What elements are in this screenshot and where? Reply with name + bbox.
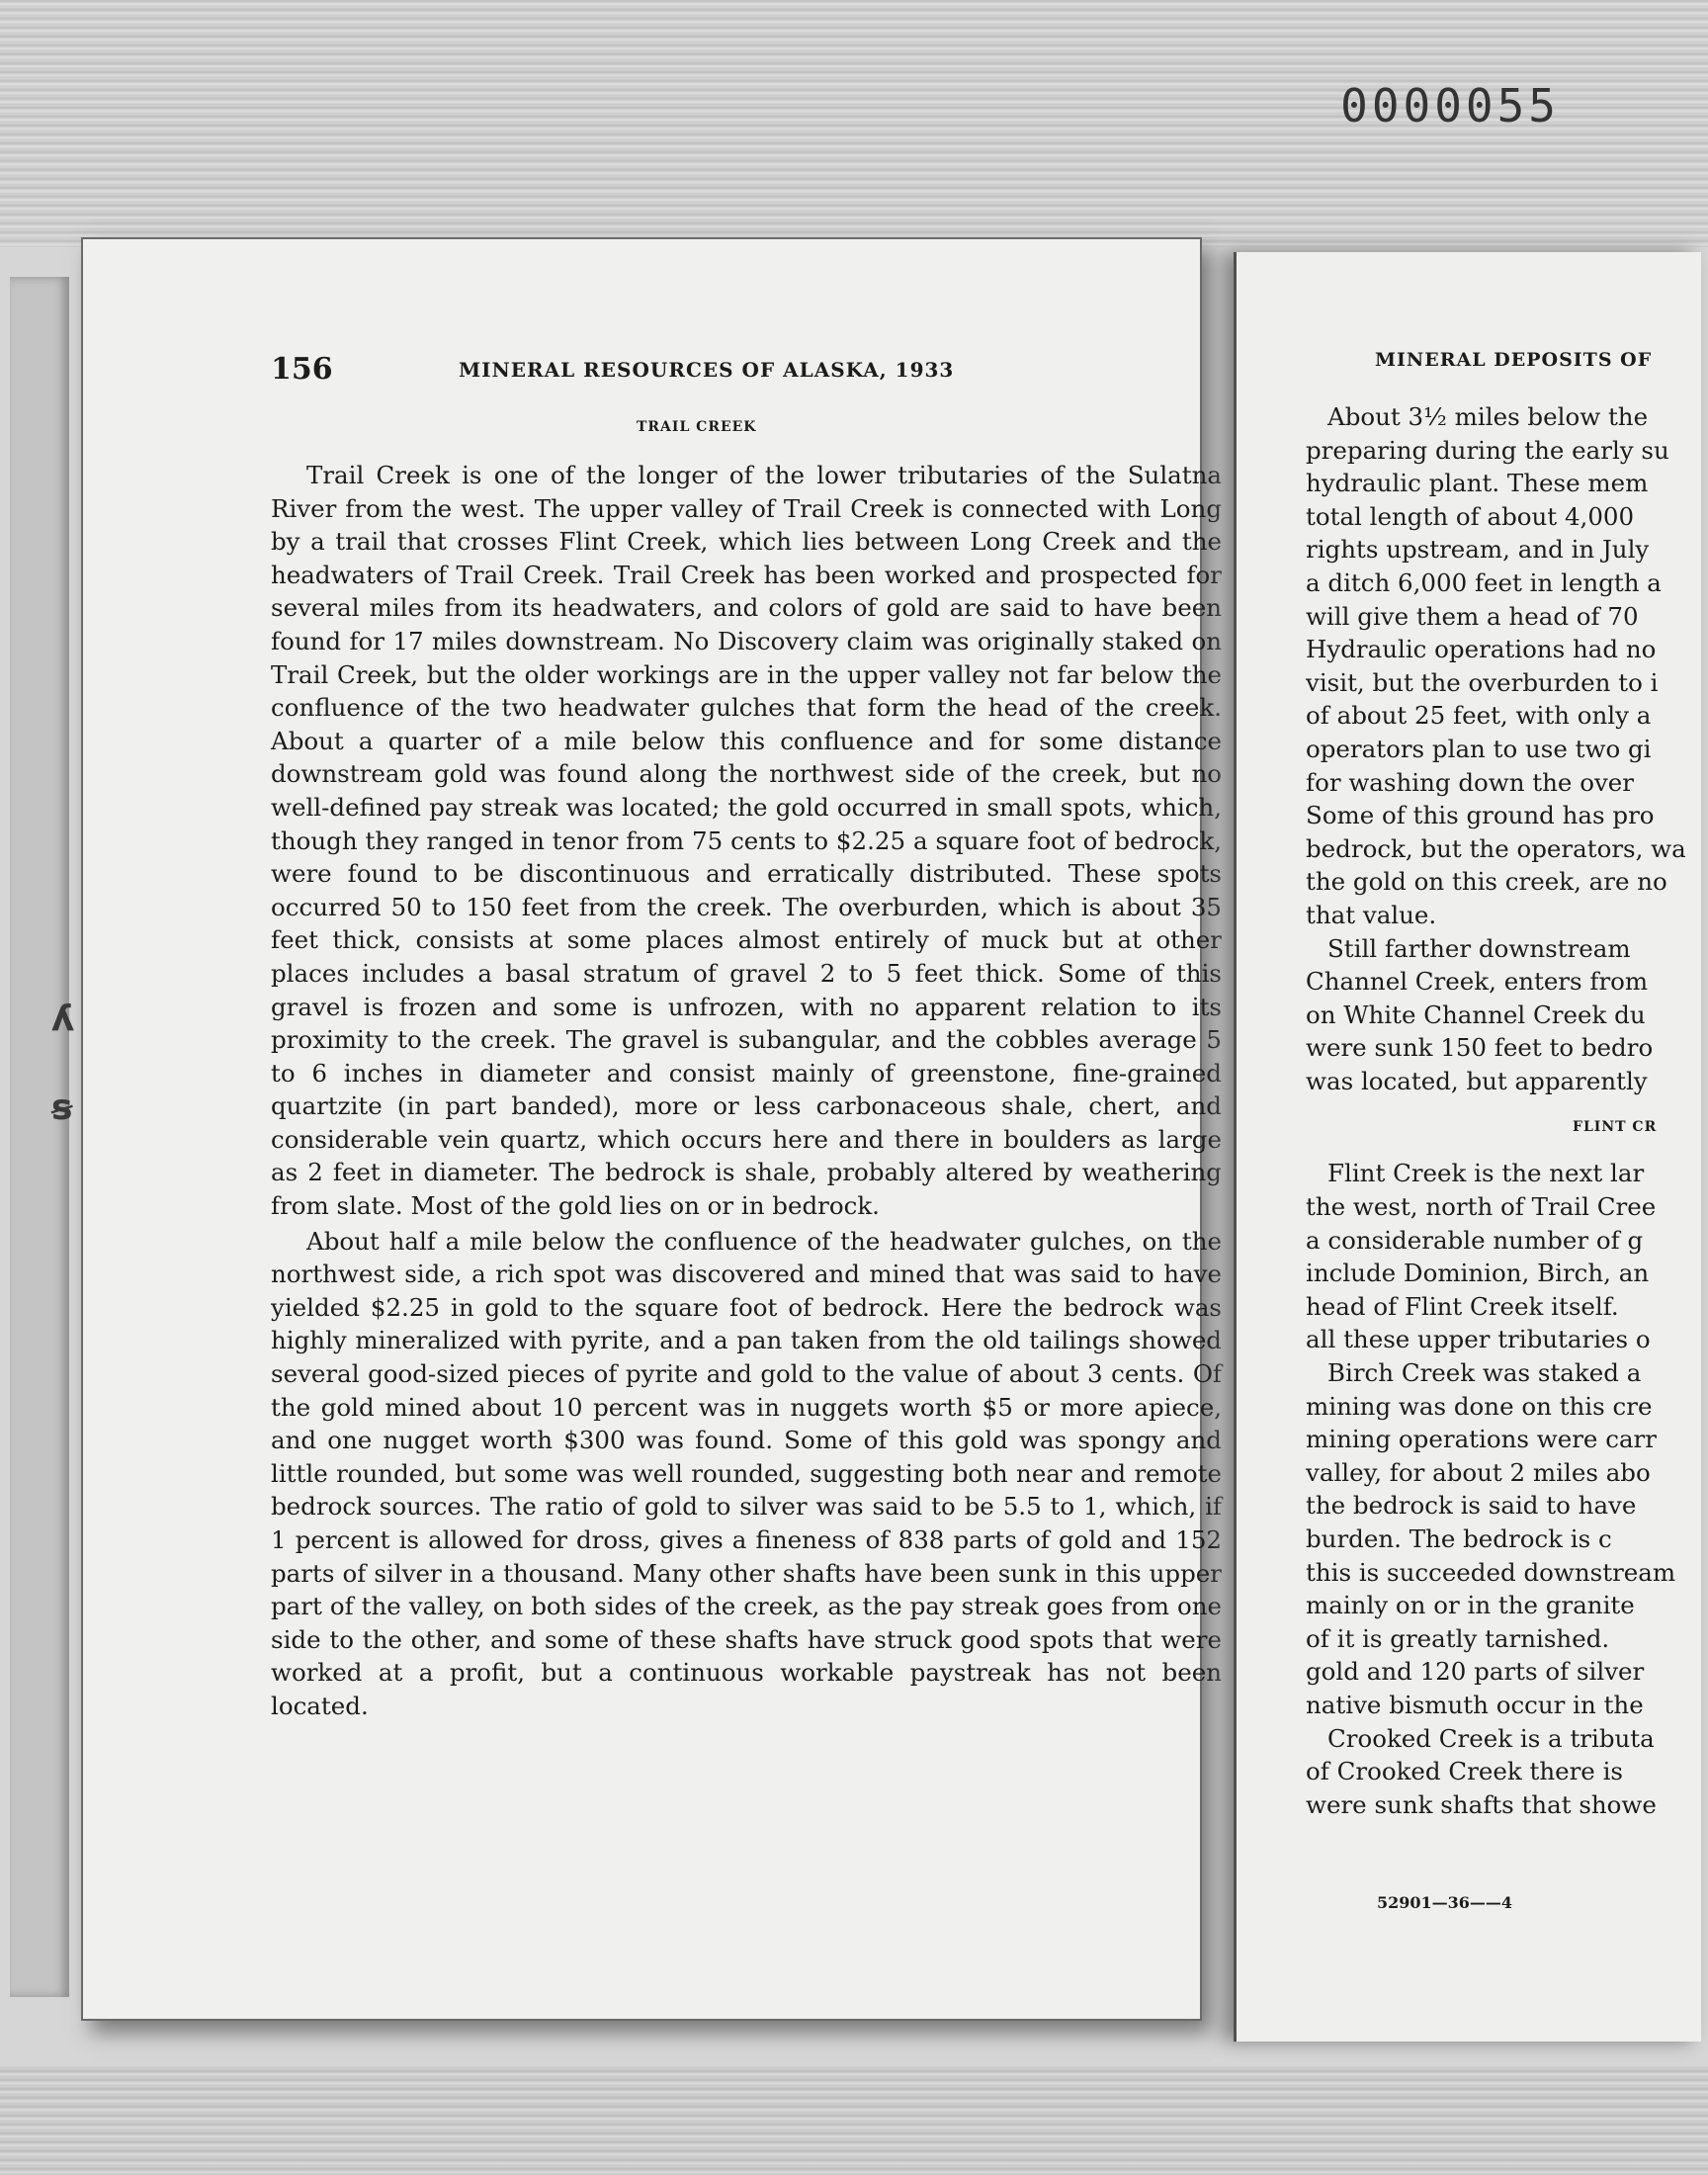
text-line: was located, but apparently [1306,1066,1648,1095]
text-line: preparing during the early su [1306,435,1669,465]
text-line: will give them a head of 70 [1306,601,1639,631]
right-running-head: MINERAL DEPOSITS OF [1375,349,1653,371]
text-line: hydraulic plant. These mem [1306,469,1649,498]
text-line: Hydraulic operations had no [1306,635,1657,664]
text-line: valley, for about 2 miles abo [1306,1457,1651,1487]
text-line: Birch Creek was staked a [1327,1358,1642,1388]
text-line: gold and 120 parts of silver [1306,1657,1645,1687]
left-page [81,237,1222,2021]
margin-mark: ꞩ [51,1088,73,1128]
text-line: all these upper tributaries o [1306,1325,1651,1354]
paragraph: About half a mile below the confluence of the headwater gulches, on the northwest side, a rich spot was discovered and mined that was said to have yielded $2.25 in gold to the square foot of bedrock. Here the bedrock was highly mineralized with pyrite, and a pan taken from the old tailings showed several good-sized pieces of pyrite and gold to the value of about 3 cents. Of the gold mined about 10 percent was in nuggets worth $5 or more apiece, and one nugget worth $300 was found. Some of this gold was spongy and little rounded, but some was well rounded, suggesting both near and remote bedrock sources. The ratio of gold to silver was said to be 5.5 to 1, which, if 1 percent is allowed for dross, gives a fineness of 838 parts of gold and 152 parts of silver in a thousand. Many other shafts have been sunk in this upper part of the valley, on both sides of the creek, as the pay streak goes from one side to the other, and some of these shafts have struck good spots that were worked at a profit, but a continuous workable paystreak has not been located. [271,1226,1222,1720]
text-line: Some of this ground has pro [1306,801,1655,830]
text-line: Crooked Creek is a tributa [1327,1723,1655,1753]
right-page [1234,252,1701,2042]
text-line: bedrock, but the operators, wa [1306,833,1686,863]
text-line: Channel Creek, enters from [1306,967,1649,997]
text-line: of about 25 feet, with only a [1306,701,1652,731]
text-line: on White Channel Creek du [1306,1000,1646,1029]
text-line: include Dominion, Birch, an [1306,1259,1650,1288]
document-number: 0000055 [1340,79,1560,132]
text-line: the west, north of Trail Cree [1306,1192,1657,1222]
running-head: MINERAL RESOURCES OF ALASKA, 1933 [459,358,955,382]
text-line: Still farther downstream [1327,933,1631,963]
text-line: that value. [1306,900,1437,929]
page-number: 156 [271,352,333,387]
text-line: rights upstream, and in July [1306,535,1650,565]
text-line: burden. The bedrock is c [1306,1524,1612,1553]
right-text-block-1 [1306,400,1701,1097]
text-line: Flint Creek is the next lar [1327,1159,1645,1188]
scan-background-bottom [0,2066,1708,2175]
text-line: About 3½ miles below the [1327,402,1649,431]
text-line: a ditch 6,000 feet in length a [1306,567,1662,597]
text-line: a considerable number of g [1306,1225,1644,1255]
text-line: mining was done on this cre [1306,1391,1653,1421]
margin-mark: ʎ [51,999,75,1039]
text-line: this is succeeded downstream [1306,1557,1676,1587]
text-line: of it is greatly tarnished. [1306,1623,1610,1653]
text-line: visit, but the overburden to i [1306,667,1659,697]
section-heading: TRAIL CREEK [637,419,757,435]
right-section-heading: FLINT CR [1573,1119,1658,1136]
text-line: head of Flint Creek itself. [1306,1291,1619,1321]
body-text [271,459,1222,1725]
binding-edge [10,277,69,1997]
text-line: mining operations were carr [1306,1425,1657,1454]
text-line: operators plan to use two gi [1306,734,1652,763]
text-line: were sunk 150 feet to bedro [1306,1033,1654,1063]
paragraph: Trail Creek is one of the longer of the lower tributaries of the Sulatna River from the west. The upper valley of Trail Creek is connected with Long by a trail that crosses Flint Creek, which lies between Long Creek and the headwaters of Trail Creek. Trail Creek has been worked and prospected for several miles from its headwaters, and colors of gold are said to have been found for 17 miles downstream. No Discovery claim was originally staked on Trail Creek, but the older workings are in the upper valley not far below the confluence of the two headwater gulches that form the head of the creek. About a quarter of a mile below this confluence and for some distance downstream gold was found along the northwest side of the creek, but no well-defined pay streak was located; the gold occurred in small spots, which, though they ranged in tenor from 75 cents to $2.25 a square foot of bedrock, were found to be discontinuous and erratically distributed. These spots occurred 50 to 150 feet from the creek. The overburden, which is about 35 feet thick, consists at some places almost entirely of muck but at other places includes a basal stratum of gravel 2 to 5 feet thick. Some of this gravel is frozen and some is unfrozen, with no apparent relation to its proximity to the creek. The gravel is subangular, and the cobbles average 5 to 6 inches in diameter and consist mainly of greenstone, fine-grained quartzite (in part banded), more or less carbonaceous shale, chert, and considerable vein quartz, which occurs here and there in boulders as large as 2 feet in diameter. The bedrock is shale, probably altered by weathering from slate. Most of the gold lies on or in bedrock. [271,461,1222,1221]
print-code-footer: 52901—36——4 [1377,1893,1513,1912]
text-line: the gold on this creek, are no [1306,867,1667,897]
text-line: mainly on or in the granite [1306,1591,1635,1620]
text-line: the bedrock is said to have [1306,1491,1637,1521]
text-line: total length of about 4,000 [1306,501,1635,531]
right-text-block-2 [1306,1157,1701,1821]
text-line: of Crooked Creek there is [1306,1757,1624,1786]
right-body-text [1306,400,1701,1821]
text-line: native bismuth occur in the [1306,1690,1644,1719]
text-line: were sunk shafts that showe [1306,1789,1657,1819]
text-line: for washing down the over [1306,767,1635,797]
